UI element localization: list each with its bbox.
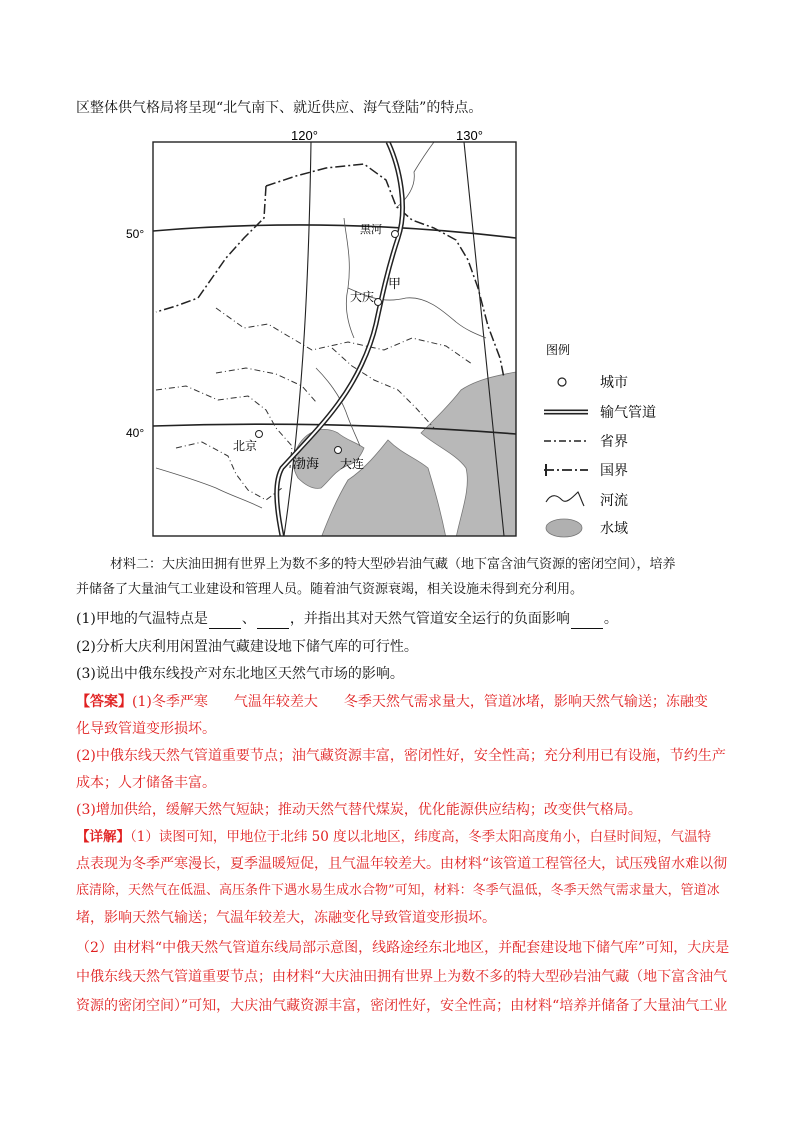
parallel-50 xyxy=(153,225,516,238)
city-marker-beijing xyxy=(256,431,263,438)
detail-line-3: 底清除，天然气在低温、高压条件下遇水易生成水合物”可知，材料：冬季气温低，冬季天然气需求量大，管道冰 xyxy=(76,883,720,898)
answer-3: (3)增加供给，缓解天然气短缺；推动天然气替代煤炭，优化能源供应结构；改变供气格局。 xyxy=(76,802,642,818)
answer-line-2: 化导致管道变形损坏。 xyxy=(76,721,216,737)
city-label-dalian: 大连 xyxy=(340,457,365,471)
answer-2-line-2: 成本；人才储备丰富。 xyxy=(76,775,216,791)
map-legend xyxy=(544,342,656,537)
lat-label-50: 50° xyxy=(126,227,145,241)
city-marker-heihe xyxy=(392,231,399,238)
answer-line-1 xyxy=(76,692,732,712)
intro-line: 区整体供气格局将呈现“北气南下、就近供应、海气登陆”的特点。 xyxy=(76,100,483,116)
legend-pipeline-label: 输气管道 xyxy=(600,405,656,421)
answer-1-part-2: 气温年较差大 xyxy=(233,694,318,710)
material2-line1: 材料二：大庆油田拥有世界上为数不多的特大型砂岩油气藏（地下富含油气资源的密闭空间），培养 xyxy=(110,557,676,572)
legend-title: 图例 xyxy=(546,343,571,357)
q1-sep: 、 xyxy=(241,611,256,627)
answer-1-part-1: (1)冬季严寒 xyxy=(132,694,208,710)
question-2: (2)分析大庆利用闲置油气藏建设地下储气库的可行性。 xyxy=(76,639,418,655)
material2-line2: 并储备了大量油气工业建设和管理人员。随着油气资源衰竭，相关设施未得到充分利用。 xyxy=(76,582,584,597)
legend-city-symbol xyxy=(558,378,566,386)
question-3: (3)说出中俄东线投产对东北地区天然气市场的影响。 xyxy=(76,666,404,682)
detail-line-4: 堵，影响天然气输送；气温年较差大，冻融变化导致管道变形损坏。 xyxy=(76,910,496,926)
legend-national-label: 国界 xyxy=(600,463,628,479)
lon-label-120: 120° xyxy=(291,128,318,143)
q1-blank-2[interactable] xyxy=(257,614,289,629)
legend-water-symbol xyxy=(546,519,582,537)
sea-label-bohai: 渤海 xyxy=(293,457,320,472)
question-1 xyxy=(76,609,732,629)
lat-label-40: 40° xyxy=(126,426,145,440)
lon-label-130: 130° xyxy=(456,128,483,143)
q1-text-b: ，并指出其对天然气管道安全运行的负面影响 xyxy=(289,611,570,627)
city-label-heihe: 黑河 xyxy=(360,223,382,236)
detail-text-0: （1）读图可知，甲地位于北纬 50 度以北地区，纬度高，冬季太阳高度角小，白昼时间短，气温特 xyxy=(130,829,712,845)
q1-text-a: (1)甲地的气温特点是 xyxy=(76,611,208,627)
answer-1-part-3: 冬季天然气需求量大，管道冰堵，影响天然气输送；冻融变 xyxy=(343,694,708,710)
detail-line-2: 点表现为冬季严寒漫长，夏季温暖短促，且气温年较差大。由材料“该管道工程管径大，试压残留水难以彻 xyxy=(76,856,728,872)
detail-line-1 xyxy=(76,827,732,847)
legend-provincial-label: 省界 xyxy=(600,434,628,450)
answer-tag: 【答案】 xyxy=(76,694,132,710)
legend-river-label: 河流 xyxy=(600,493,628,509)
detail-tag: 【详解】 xyxy=(76,829,130,845)
detail-line-7: 资源的密闭空间）”可知，大庆油气藏资源丰富，密闭性好，安全性高；由材料“培养并储备了大量油气工业 xyxy=(76,998,728,1014)
legend-water-label: 水域 xyxy=(600,521,628,537)
national-border xyxy=(156,164,504,378)
legend-city-label: 城市 xyxy=(600,375,628,391)
city-marker-daqing xyxy=(375,299,382,306)
pipeline-map xyxy=(116,128,676,538)
legend-river-symbol xyxy=(546,492,584,506)
city-marker-dalian xyxy=(335,447,342,454)
detail-line-6: 中俄东线天然气管道重要节点；由材料“大庆油田拥有世界上为数不多的特大型砂岩油气藏（地下富含油气 xyxy=(76,969,728,985)
map-frame xyxy=(153,142,516,536)
city-label-beijing: 北京 xyxy=(233,439,258,453)
q1-blank-1[interactable] xyxy=(209,614,241,629)
city-label-daqing: 大庆 xyxy=(350,290,375,304)
place-label-jia: 甲 xyxy=(388,277,402,292)
river-nen xyxy=(344,218,354,338)
q1-end: 。 xyxy=(603,611,618,627)
answer-2-line-1: (2)中俄东线天然气管道重要节点；油气藏资源丰富，密闭性好，安全性高；充分利用已有设施，节约生产 xyxy=(76,748,726,764)
detail-line-5: （2）由材料“中俄天然气管道东线局部示意图，线路途经东北地区，并配套建设地下储气库”可知，大庆是 xyxy=(76,940,730,956)
q1-blank-3[interactable] xyxy=(571,614,603,629)
